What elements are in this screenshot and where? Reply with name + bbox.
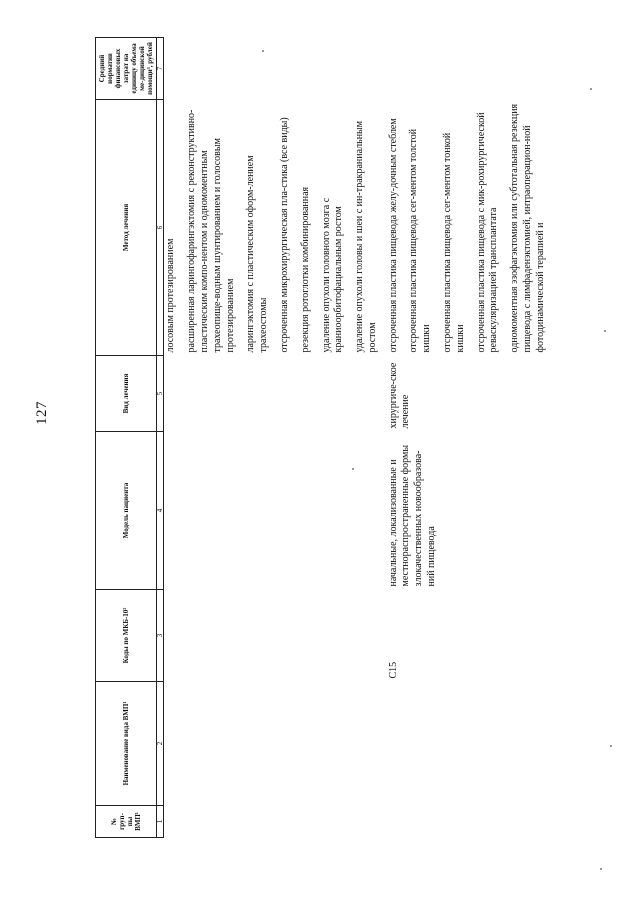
column-number: 6 xyxy=(157,100,164,356)
scan-speck xyxy=(590,88,592,90)
header-patient-model: Модель пациента xyxy=(96,432,157,590)
column-number: 2 xyxy=(157,682,164,806)
header-treatment-method: Метод лечения xyxy=(96,100,157,356)
header-group-number: № груп-пы ВМП¹ xyxy=(96,806,157,838)
table-row-continuation xyxy=(164,38,385,838)
table-row-c15 xyxy=(385,38,553,838)
vmp-table xyxy=(95,37,553,838)
scan-speck xyxy=(604,330,606,332)
patient-model: начальные, локализованные и местнораспространенные формы злокачественных новообразова-ний пищевода xyxy=(387,444,438,587)
header-row xyxy=(96,38,157,838)
scan-speck xyxy=(600,868,602,870)
column-number: 4 xyxy=(157,432,164,590)
column-number: 7 xyxy=(157,38,164,100)
method-list-continuation xyxy=(164,100,385,356)
method-item: удаление опухоли головы и шеи с ин-тракраниальным ростом xyxy=(354,120,378,353)
header-treatment-type: Вид лечения xyxy=(96,356,157,432)
icd-code: С15 xyxy=(387,661,399,679)
column-number: 3 xyxy=(157,590,164,682)
header-vmp-name: Наименование вида ВМП¹ xyxy=(96,682,157,806)
treatment-type: хирургиче-ское лечение xyxy=(387,362,412,429)
method-item: отсроченная пластика пищевода с мик-рохирургической реваскуляризацией трансплантата xyxy=(475,112,500,353)
method-list-c15 xyxy=(385,100,553,356)
method-item: ларингэктомия с пластическим оформ-лением трахеостомы xyxy=(245,155,270,353)
column-number: 5 xyxy=(157,356,164,432)
method-item: отсроченная пластика пищевода сег-ментом тонкой кишки xyxy=(442,132,466,353)
header-cost-standard: Средний норматив финансовых затрат на единицу объема ме-дицинской помощи³, рублей xyxy=(96,38,157,100)
method-item: одномоментная эзофагэктомия или субтотальная резекция пищевода с лимфаденэктомией, интраоперацион-ной фотодинамической терапией и xyxy=(509,103,546,353)
scan-speck xyxy=(610,745,612,747)
header-icd-codes: Коды по МКБ-10² xyxy=(96,590,157,682)
page-number: 127 xyxy=(34,401,50,425)
scan-speck xyxy=(262,50,264,52)
method-item: отсроченная микрохирургическая пла-стика (все виды) xyxy=(278,117,290,353)
method-item: расширенная ларингофарингэктомия с реконструктивно-пластическим компо-нентом и одномоментным трахеопище-водным шунтированием и голосовым протезированием xyxy=(186,109,236,353)
column-number: 1 xyxy=(157,806,164,838)
column-number-row xyxy=(157,38,164,838)
method-item: отсроченная пластика пищевода желу-дочным стеблем xyxy=(387,118,399,353)
method-item: лосовым протезированием xyxy=(165,238,177,353)
method-item: отсроченная пластика пищевода сег-ментом толстой кишки xyxy=(408,128,433,353)
method-item: удаление опухоли головного мозга с краниоорбитофациальным ростом xyxy=(320,197,345,353)
scan-speck xyxy=(352,468,354,470)
rotated-table-container xyxy=(95,38,546,838)
method-item: резекция ротоглотки комбинированная xyxy=(299,186,311,353)
